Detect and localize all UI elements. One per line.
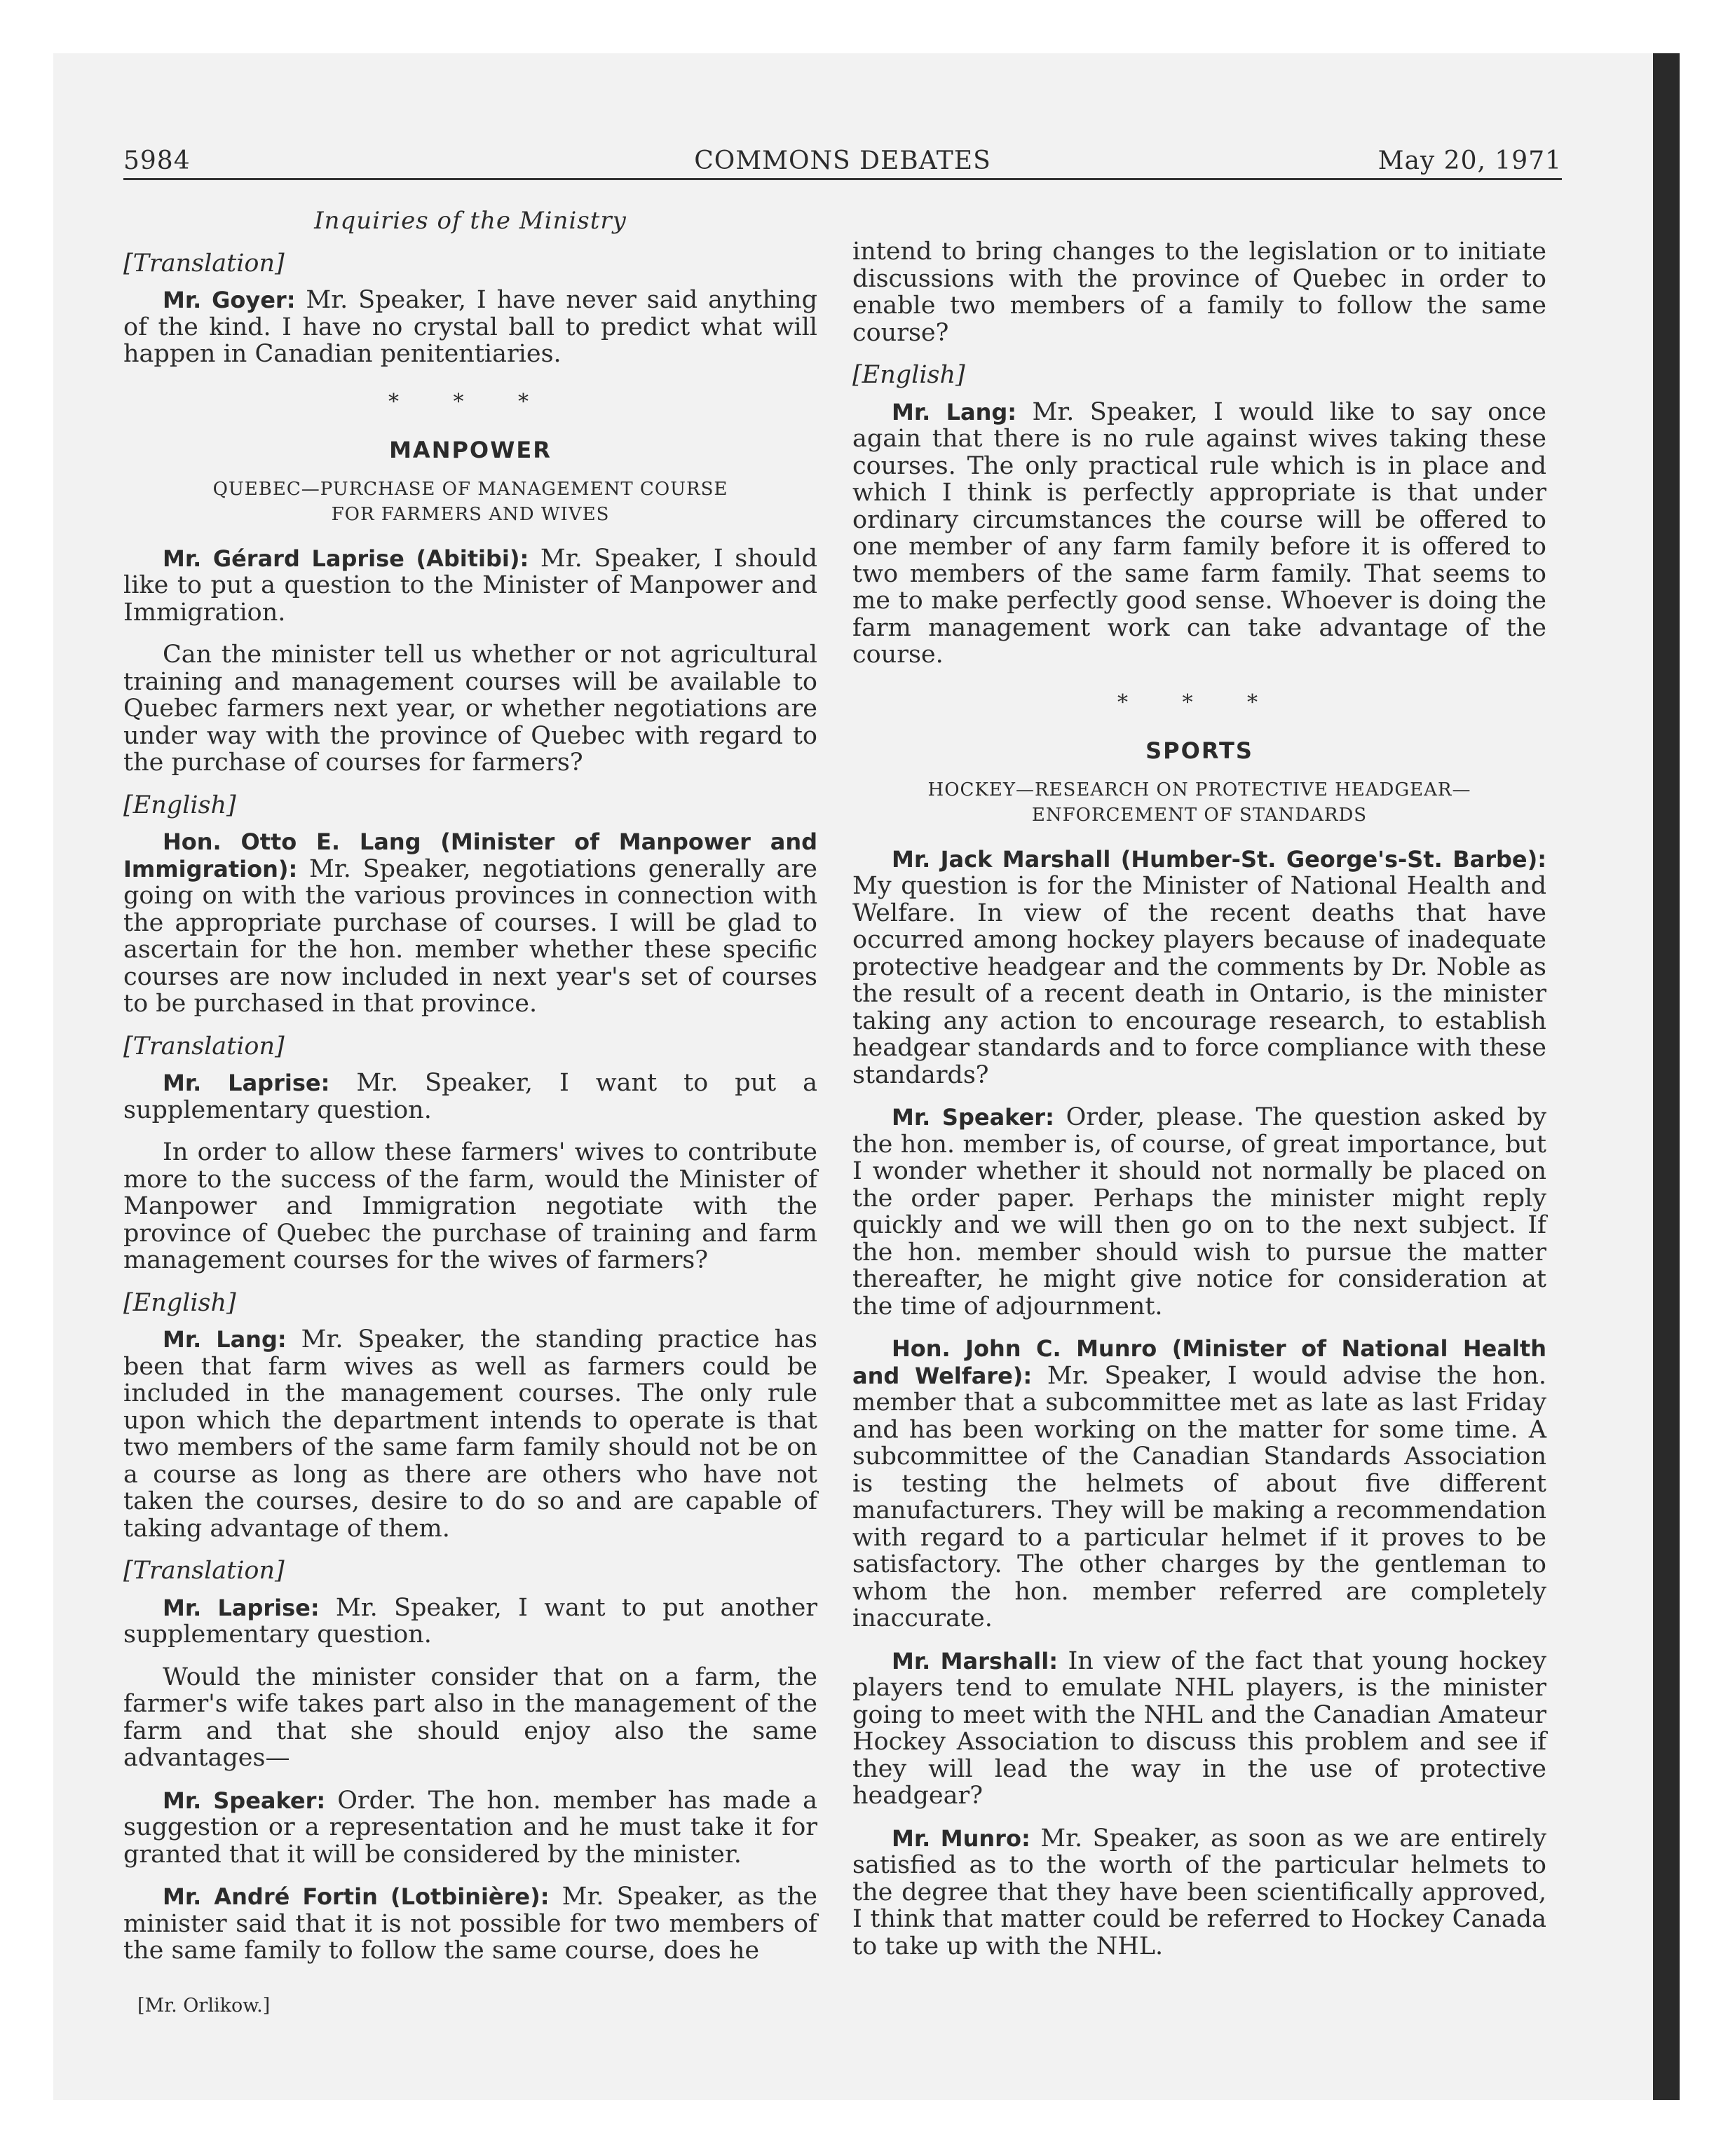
speech-text: Mr. Speaker, as soon as we are entirely satisfied as to the worth of the particular helmets to the degree that they have been scientifically approved, I think that matter could be referred to Hockey Canada to take up with the NHL. xyxy=(852,1824,1546,1960)
speech-text: Order. The hon. member has made a suggestion or a representation and he must take it for granted that it will be considered by the minister. xyxy=(123,1786,818,1869)
paragraph xyxy=(123,1787,817,1869)
subheading-line: QUEBEC—PURCHASE OF MANAGEMENT COURSE xyxy=(212,478,728,500)
language-tag: [Translation] xyxy=(123,1557,285,1585)
speaker-name: Mr. Lang: xyxy=(163,1326,287,1353)
speech-text: In view of the fact that young hockey players tend to emulate NHL players, is the minister going to meet with the NHL and the Canadian Amateur Hockey Association to discuss this problem and see if they will lead the way in the use of protective headgear? xyxy=(852,1646,1547,1810)
speech-text: Order, please. The question asked by the hon. member is, of course, of great importance, but I wonder whether it should not normally be placed on the order paper. Perhaps the minister might reply quickly and we will then go on to the next subject. If the hon. member should wish to pursue the matter thereafter, he might give notice for consideration at the time of adjournment. xyxy=(852,1103,1547,1321)
speaker-name: Mr. Goyer: xyxy=(163,287,296,313)
speech-text: My question is for the Minister of National Health and Welfare. In view of the recent deaths that have occurred among hockey players because of inadequate protective headgear and the comments by Dr. Noble as the result of a recent death in Ontario, is the minister taking any action to encourage research, to establish headgear standards and to force compliance with these standards? xyxy=(852,872,1546,1089)
speech-text: Mr. Speaker, negotiations generally are going on with the various provinces in connection with the appropriate purchase of courses. I will be glad to ascertain for the hon. member whether these specific courses are now included in next year's set of courses to be purchased in that province. xyxy=(123,854,817,1018)
speech-text: Mr. Speaker, I would advise the hon. member that a subcommittee met as late as last Friday and has been working on the matter for some time. A subcommittee of the Canadian Standards Association is testing the helmets of about five different manufacturers. They will be making a recommendation with regard to a particular helmet if it proves to be satisfactory. The other charges by the gentleman to whom the hon. member referred are completely inaccurate. xyxy=(852,1361,1546,1632)
section-title: SPORTS xyxy=(1145,737,1253,764)
speaker-name: Hon. Otto E. Lang (Minister of Manpower and Immigration): xyxy=(123,828,817,882)
footnote: [Mr. Orlikow.] xyxy=(137,1994,271,2017)
speech-text: Mr. Speaker, I want to put a supplementary question. xyxy=(123,1069,817,1124)
speaker-name: Mr. André Fortin (Lotbinière): xyxy=(163,1883,550,1910)
section-separator: * * * xyxy=(1117,690,1282,715)
paragraph xyxy=(852,1335,1546,1632)
speech-text: Mr. Speaker, as the minister said that it is not possible for two members of the same family to follow the same course, does he xyxy=(123,1883,817,1965)
page-header xyxy=(123,143,1562,180)
speech-text: Mr. Speaker, I should like to put a question to the Minister of Manpower and Immigration. xyxy=(123,544,817,627)
paragraph xyxy=(123,287,817,368)
subheading-line: FOR FARMERS AND WIVES xyxy=(331,503,610,525)
speaker-name: Mr. Laprise: xyxy=(163,1594,320,1621)
speech-text: Mr. Speaker, I would like to say once again that there is no rule against wives taking these courses. The only practical rule which is in place and which I think is perfectly appropriate is that under ordinary circumstances the course will be offered to one member of any farm family before it is offered to two members of the same farm family. That seems to me to make perfectly good sense. Whoever is doing the farm management work can take advantage of the course. xyxy=(852,397,1547,669)
running-head: Inquiries of the Ministry xyxy=(314,207,627,235)
paragraph xyxy=(852,1648,1546,1810)
speaker-name: Mr. Gérard Laprise (Abitibi): xyxy=(163,545,529,572)
paragraph xyxy=(123,1326,817,1542)
page-number: 5984 xyxy=(123,146,191,175)
subheading-line: ENFORCEMENT OF STANDARDS xyxy=(1031,804,1368,826)
binding-edge xyxy=(1653,53,1680,2100)
paragraph xyxy=(852,1825,1546,1960)
paragraph xyxy=(123,1883,817,1965)
language-tag: [English] xyxy=(123,791,236,819)
speaker-name: Hon. John C. Munro (Minister of National Health and Welfare): xyxy=(852,1335,1546,1389)
publication-date: May 20, 1971 xyxy=(1377,146,1562,175)
language-tag: [English] xyxy=(123,1288,236,1317)
speaker-name: Mr. Jack Marshall (Humber-St. George's-St. Barbe): xyxy=(892,845,1546,873)
paragraph: Would the minister consider that on a farm, the farmer's wife takes part also in the management of the farm and that she should enjoy also the same advantages— xyxy=(123,1663,817,1772)
right-column xyxy=(852,238,1546,1975)
subheading xyxy=(852,777,1546,828)
publication-title: COMMONS DEBATES xyxy=(694,146,991,175)
speech-text: Mr. Speaker, I want to put another supplementary question. xyxy=(123,1593,818,1649)
speaker-name: Mr. Laprise: xyxy=(163,1070,330,1096)
language-tag: [Translation] xyxy=(123,249,285,278)
speaker-name: Mr. Speaker: xyxy=(892,1104,1054,1131)
subheading-line: HOCKEY—RESEARCH ON PROTECTIVE HEADGEAR— xyxy=(927,779,1471,800)
paragraph: intend to bring changes to the legislation or to initiate discussions with the province of Quebec in order to enable two members of a family to follow the same course? xyxy=(852,238,1546,347)
paragraph xyxy=(123,828,817,1018)
speech-text: Mr. Speaker, the standing practice has been that farm wives as well as farmers could be included in the management courses. The only rule upon which the department intends to operate is that two members of the same farm family should not be on a course as long as there are others who have not taken the courses, desire to do so and are capable of taking advantage of them. xyxy=(123,1325,818,1543)
paragraph xyxy=(123,545,817,627)
speaker-name: Mr. Speaker: xyxy=(163,1787,326,1814)
paragraph xyxy=(852,1104,1546,1320)
left-column xyxy=(123,207,817,2019)
language-tag: [English] xyxy=(852,361,965,389)
speech-text: Mr. Speaker, I have never said anything of the kind. I have no crystal ball to predict what will happen in Canadian penitentiaries. xyxy=(123,286,818,368)
subheading xyxy=(123,477,817,527)
speaker-name: Mr. Munro: xyxy=(892,1824,1030,1852)
speaker-name: Mr. Lang: xyxy=(892,398,1017,425)
paragraph xyxy=(123,1595,817,1649)
section-title: MANPOWER xyxy=(389,437,552,463)
language-tag: [Translation] xyxy=(123,1032,285,1060)
paragraph xyxy=(852,846,1546,1089)
paragraph: Can the minister tell us whether or not agricultural training and management courses will be available to Quebec farmers next year, or whether negotiations are under way with the province of Quebec with regard to the purchase of courses for farmers? xyxy=(123,641,817,777)
section-separator: * * * xyxy=(388,389,553,414)
paragraph xyxy=(123,1070,817,1124)
speaker-name: Mr. Marshall: xyxy=(892,1647,1059,1674)
paragraph: In order to allow these farmers' wives to contribute more to the success of the farm, would the Minister of Manpower and Immigration negotiate with the province of Quebec the purchase of training and farm management courses for the wives of farmers? xyxy=(123,1138,817,1274)
paragraph xyxy=(852,399,1546,669)
